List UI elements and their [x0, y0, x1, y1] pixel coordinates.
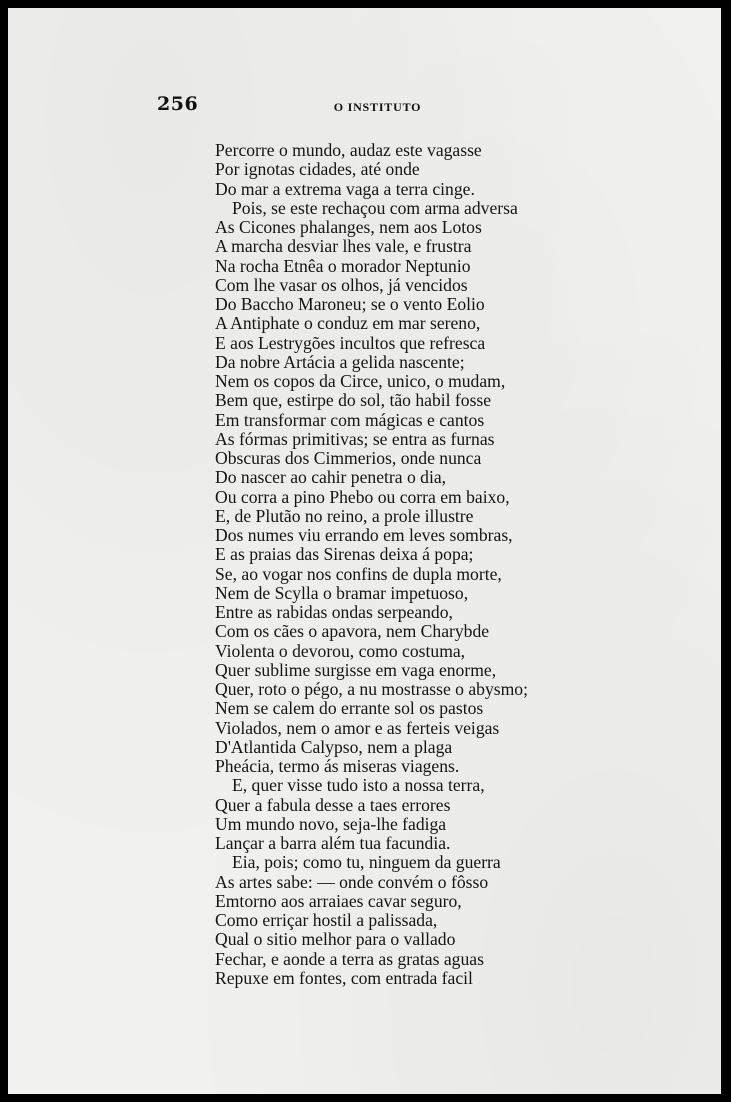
poem-line: As Cicones phalanges, nem aos Lotos	[215, 217, 482, 237]
page-number: 256	[157, 93, 199, 115]
poem-line: Bem que, estirpe do sol, tão habil fosse	[215, 390, 492, 411]
poem-line: Nem de Scylla o bramar impetuoso,	[215, 582, 469, 603]
poem-line: E aos Lestrygões incultos que refresca	[215, 332, 486, 353]
poem-line: Pheácia, termo ás miseras viagens.	[215, 756, 460, 776]
poem-line: D'Atlantida Calypso, nem a plaga	[215, 736, 453, 757]
poem-line: Violados, nem o amor e as ferteis veigas	[215, 717, 500, 738]
poem-line: Quer, roto o pégo, a nu mostrasse o abysmo;	[215, 679, 528, 699]
poem-line: As artes sabe: — onde convém o fôsso	[215, 871, 489, 892]
poem-line: Emtorno aos arraiaes cavar seguro,	[215, 890, 462, 911]
poem-line: Percorre o mundo, audaz este vagasse	[215, 140, 482, 160]
poem-line: Do Baccho Maroneu; se o vento Eolio	[215, 294, 485, 314]
poem-line: Do mar a extrema vaga a terra cinge.	[215, 178, 475, 199]
poem-line: Eia, pois; como tu, ninguem da guerra	[232, 852, 501, 873]
poem-line: Em transformar com mágicas e cantos	[215, 409, 485, 430]
poem-line: Quer sublime surgisse em vaga enorme,	[215, 659, 497, 680]
poem-line: Violenta o devorou, como costuma,	[215, 640, 466, 661]
poem-line: As fórmas primitivas; se entra as furnas	[215, 428, 495, 449]
poem-line: Um mundo novo, seja-lhe fadiga	[215, 813, 447, 834]
poem-line: E, de Plutão no reino, a prole illustre	[215, 505, 474, 526]
poem-line: Nem se calem do errante sol os pastos	[215, 698, 484, 719]
poem-line: Lançar a barra além tua facundia.	[215, 833, 451, 853]
poem-line: Da nobre Artácia a gelida nascente;	[215, 351, 465, 372]
poem-line: Do nascer ao cahir penetra o dia,	[215, 467, 447, 488]
running-title-wrapper	[8, 100, 721, 115]
poem-text	[215, 141, 635, 988]
poem-line: Nem os copos da Circe, unico, o mudam,	[215, 371, 506, 391]
poem-line: A Antiphate o conduz em mar sereno,	[215, 313, 481, 334]
book-page	[8, 8, 721, 1094]
poem-line: E, quer visse tudo isto a nossa terra,	[232, 775, 485, 796]
poem-line: Entre as rabidas ondas serpeando,	[215, 602, 453, 622]
poem-line: Dos numes viu errando em leves sombras,	[215, 525, 513, 545]
poem-line: Com os cães o apavora, nem Charybde	[215, 621, 490, 642]
poem-line: Se, ao vogar nos confins de dupla morte,	[215, 563, 502, 584]
poem-line: Pois, se este rechaçou com arma adversa	[232, 197, 518, 218]
poem-line: Com lhe vasar os olhos, já vencidos	[215, 274, 468, 295]
poem-line: Qual o sitio melhor para o vallado	[215, 929, 456, 950]
poem-line: Quer a fabula desse a taes errores	[215, 794, 451, 815]
poem-line: A marcha desviar lhes vale, e frustra	[215, 236, 472, 257]
poem-line: E as praias das Sirenas deixa á popa;	[215, 544, 474, 565]
poem-line: Como erriçar hostil a palissada,	[215, 910, 438, 930]
poem-line: Obscuras dos Cimmerios, onde nunca	[215, 448, 482, 468]
poem-line: Fechar, e aonde a terra as gratas aguas	[215, 948, 484, 969]
poem-line: Repuxe em fontes, com entrada facil	[215, 967, 473, 988]
poem-line: Na rocha Etnêa o morador Neptunio	[215, 255, 471, 276]
poem-line: Por ignotas cidades, até onde	[215, 159, 420, 180]
poem-line: Ou corra a pino Phebo ou corra em baixo,	[215, 486, 510, 507]
running-title: O INSTITUTO	[333, 100, 422, 114]
